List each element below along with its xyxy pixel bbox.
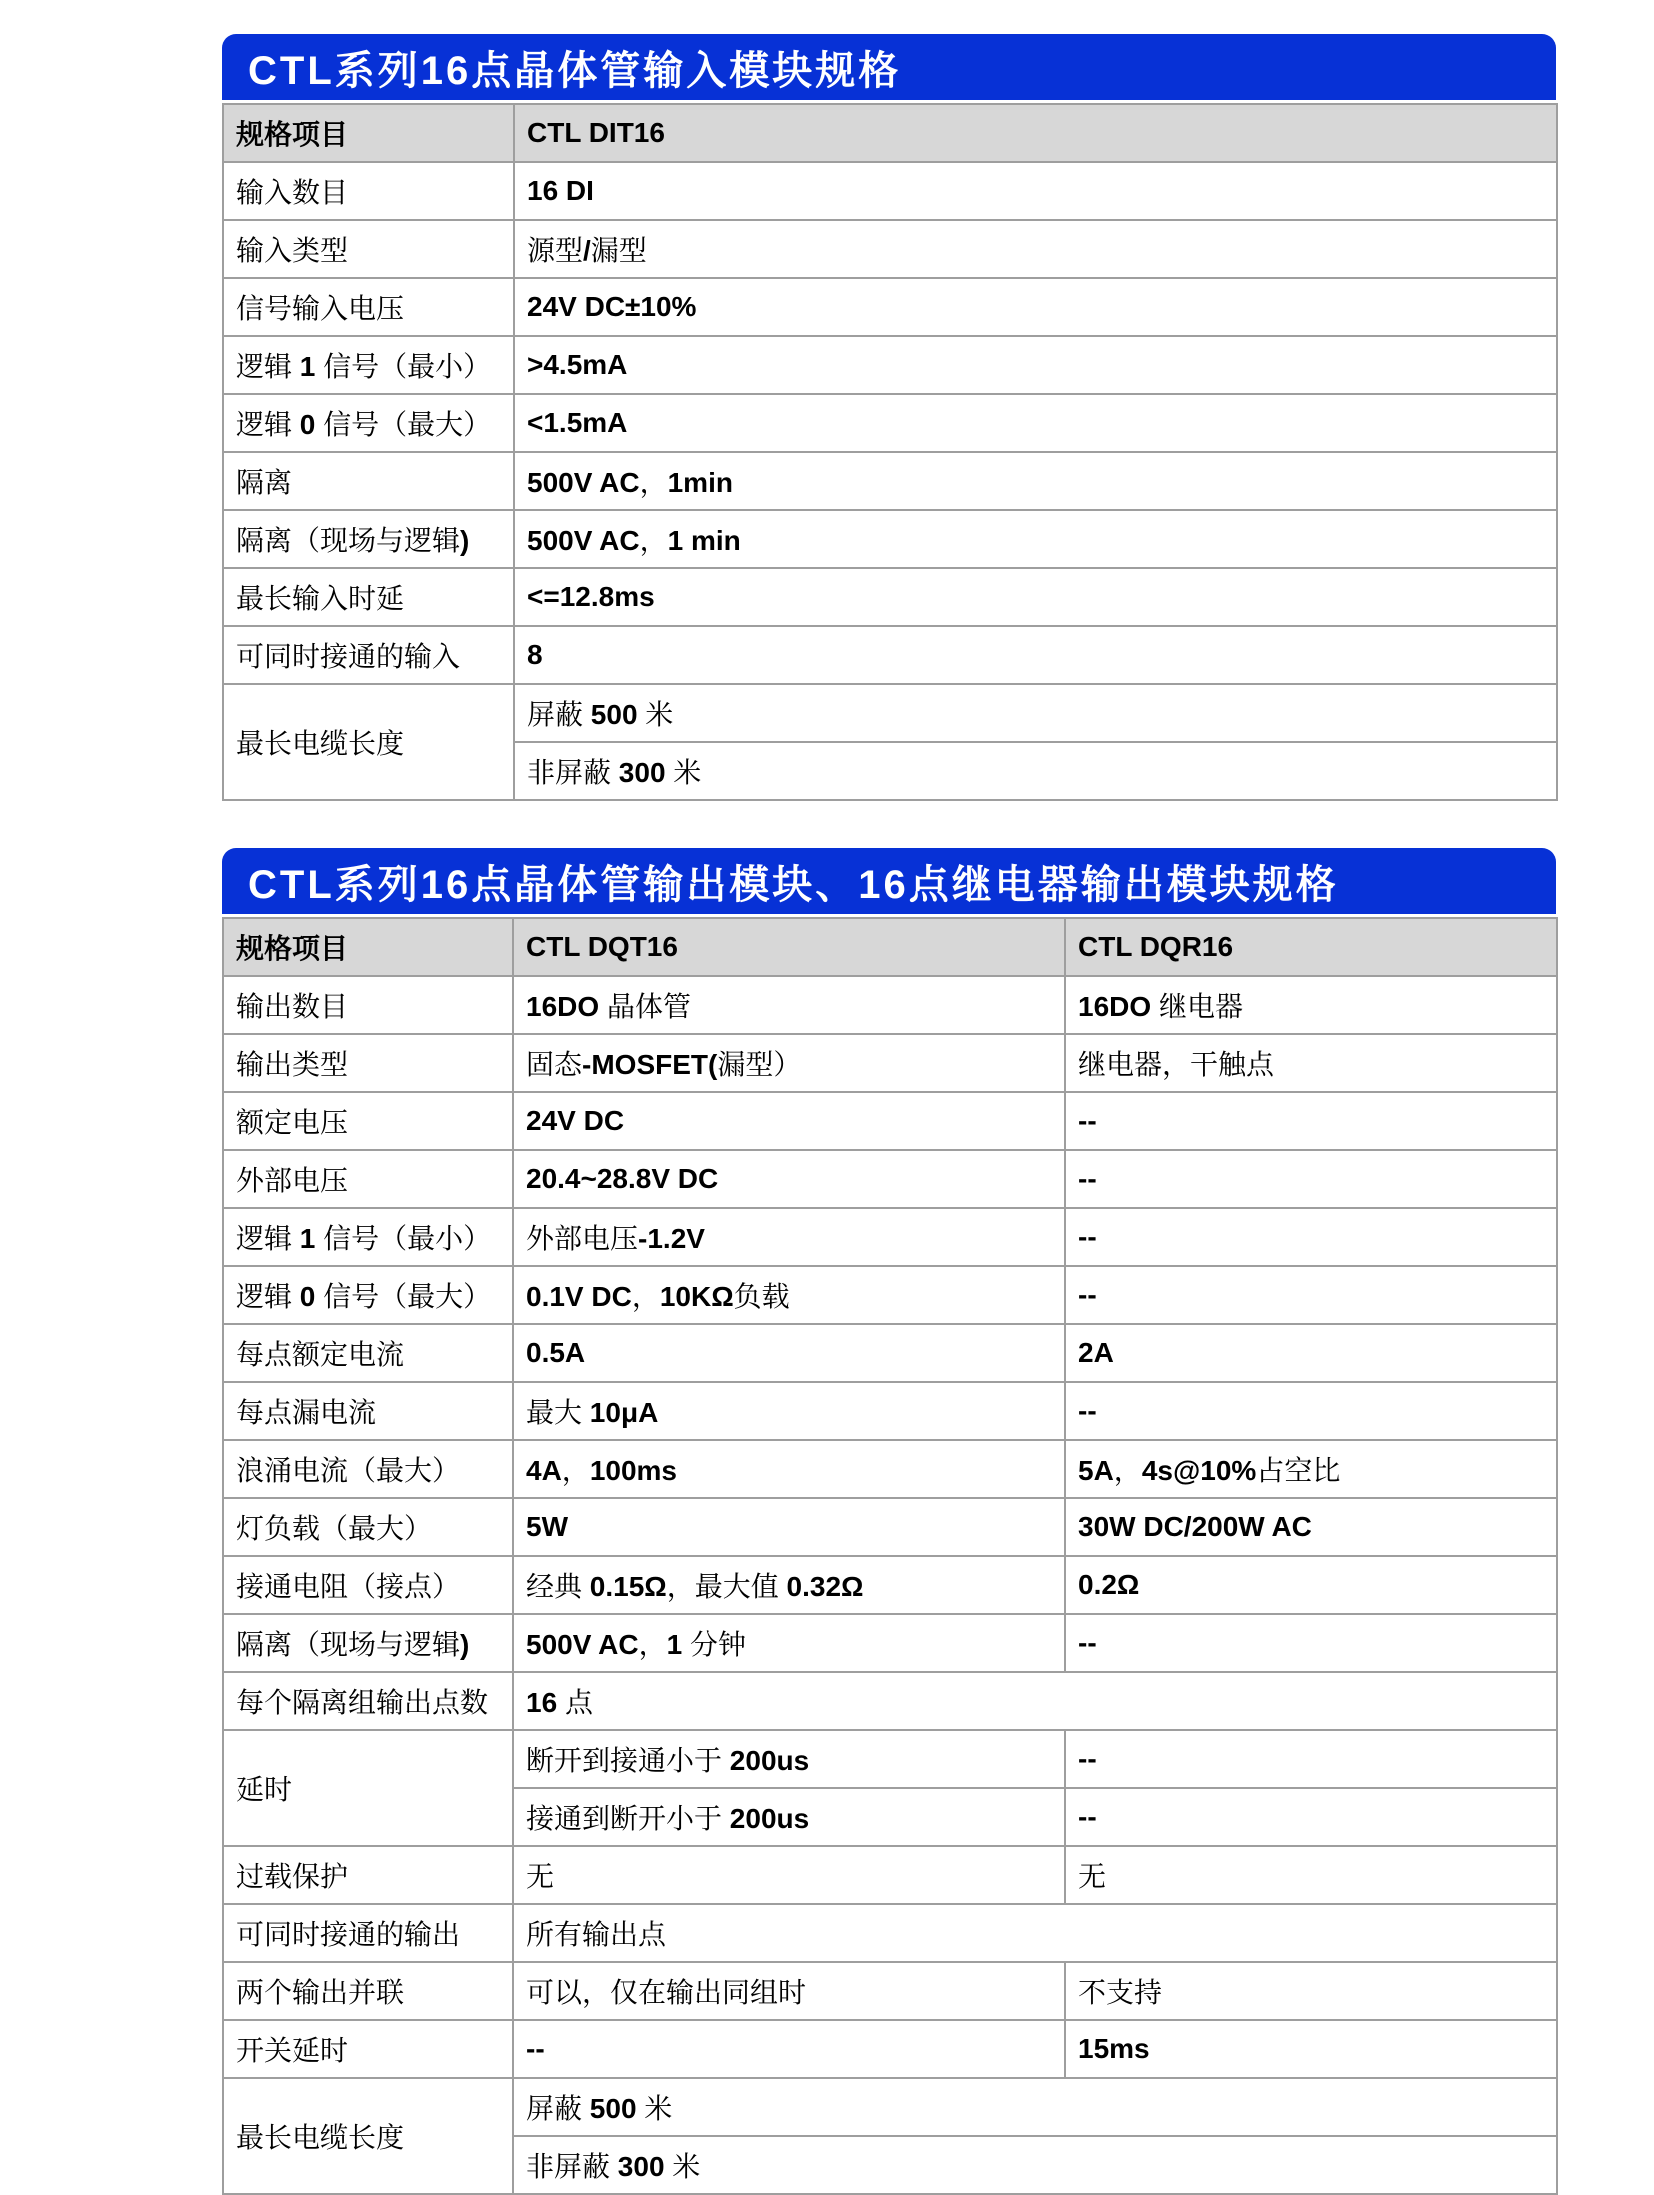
spec-label-cell: 可同时接通的输入 (223, 626, 514, 684)
spec-row-cable-length (223, 2078, 1557, 2136)
spec-value-cell-dqr: 15ms (1065, 2020, 1557, 2078)
spec-label-cell: 逻辑 0 信号（最大） (223, 1266, 513, 1324)
spec-value-cell-span: 所有输出点 (513, 1904, 1557, 1962)
table1-title: CTL系列16点晶体管输入模块规格 (248, 48, 902, 93)
spec-label-cell: 额定电压 (223, 1092, 513, 1150)
spec-row (223, 1324, 1557, 1382)
spec-value-cell-dqt: 断开到接通小于 200us (513, 1730, 1065, 1788)
spec-row (223, 1150, 1557, 1208)
spec-value-cell-dqr: -- (1065, 1788, 1557, 1846)
spec-row (223, 1092, 1557, 1150)
spec-value-cell: >4.5mA (514, 336, 1557, 394)
spec-label-cell: 隔离（现场与逻辑) (223, 1614, 513, 1672)
spec-row (223, 1962, 1557, 2020)
spec-row (223, 452, 1557, 510)
spec-label-cell: 可同时接通的输出 (223, 1904, 513, 1962)
spec-row (223, 626, 1557, 684)
spec-row (223, 1440, 1557, 1498)
spec-label-cell: 接通电阻（接点） (223, 1556, 513, 1614)
spec-label-cell: 开关延时 (223, 2020, 513, 2078)
spec-value-cell-dqr: 无 (1065, 1846, 1557, 1904)
spec-label-cell: 灯负载（最大） (223, 1498, 513, 1556)
spec-value-cell-dqt: 无 (513, 1846, 1065, 1904)
spec-row (223, 1034, 1557, 1092)
spec-label-cell: 输出类型 (223, 1034, 513, 1092)
spec-row (223, 1846, 1557, 1904)
spec-label-cell: 每个隔离组输出点数 (223, 1672, 513, 1730)
spec-row (223, 1556, 1557, 1614)
spec-row (223, 278, 1557, 336)
spec-value-cell-dqt: 经典 0.15Ω，最大值 0.32Ω (513, 1556, 1065, 1614)
spec-value-cell-span: 非屏蔽 300 米 (513, 2136, 1557, 2194)
spec-value-cell: 屏蔽 500 米 (514, 684, 1557, 742)
spec-label-cell: 输入数目 (223, 162, 514, 220)
spec-row (223, 2020, 1557, 2078)
spec-value-cell-dqt: 16DO 晶体管 (513, 976, 1065, 1034)
spec-value-cell-dqt: 20.4~28.8V DC (513, 1150, 1065, 1208)
spec-value-cell: 16 DI (514, 162, 1557, 220)
spec-label-cell: 两个输出并联 (223, 1962, 513, 2020)
spec-label-cell: 最长电缆长度 (223, 684, 514, 800)
output-module-spec-table (222, 917, 1558, 2195)
spec-row (223, 1614, 1557, 1672)
spec-value-cell-dqt: 接通到断开小于 200us (513, 1788, 1065, 1846)
spec-value-cell-dqr: -- (1065, 1266, 1557, 1324)
spec-value-cell-dqt: 500V AC，1 分钟 (513, 1614, 1065, 1672)
spec-label-cell: 最长电缆长度 (223, 2078, 513, 2194)
spec-value-cell: 源型/漏型 (514, 220, 1557, 278)
input-module-spec-section (222, 34, 1556, 801)
spec-value-cell-dqt: 5W (513, 1498, 1065, 1556)
spec-value-cell-dqr: -- (1065, 1614, 1557, 1672)
spec-value-cell-dqr: 2A (1065, 1324, 1557, 1382)
spec-value-cell-dqr: -- (1065, 1208, 1557, 1266)
table2-header-dqr16: CTL DQR16 (1065, 918, 1557, 976)
spec-row (223, 394, 1557, 452)
spec-value-cell-dqr: -- (1065, 1730, 1557, 1788)
spec-value-cell-dqr: 0.2Ω (1065, 1556, 1557, 1614)
spec-value-cell: 8 (514, 626, 1557, 684)
spec-value-cell-dqt: 外部电压-1.2V (513, 1208, 1065, 1266)
spec-value-cell-dqt: 0.1V DC，10KΩ负载 (513, 1266, 1065, 1324)
spec-row-delay (223, 1730, 1557, 1788)
spec-row (223, 1266, 1557, 1324)
spec-value-cell-dqr: 30W DC/200W AC (1065, 1498, 1557, 1556)
spec-value-cell-span: 屏蔽 500 米 (513, 2078, 1557, 2136)
spec-label-cell: 输入类型 (223, 220, 514, 278)
spec-value-cell-dqr: 16DO 继电器 (1065, 976, 1557, 1034)
spec-value-cell-dqt: 4A，100ms (513, 1440, 1065, 1498)
spec-value-cell-dqt: 最大 10μA (513, 1382, 1065, 1440)
spec-value-cell-dqr: -- (1065, 1092, 1557, 1150)
input-module-spec-table (222, 103, 1558, 801)
table2-header-dqt16: CTL DQT16 (513, 918, 1065, 976)
table2-title-bar (222, 848, 1556, 914)
spec-row (223, 568, 1557, 626)
spec-value-cell: 500V AC，1min (514, 452, 1557, 510)
spec-row-cable-length (223, 684, 1557, 742)
spec-row-isolation-group (223, 1672, 1557, 1730)
table2-header-item: 规格项目 (223, 918, 513, 976)
spec-value-cell-dqt: 可以，仅在输出同组时 (513, 1962, 1065, 2020)
table1-header-model: CTL DIT16 (514, 104, 1557, 162)
spec-label-cell: 隔离（现场与逻辑) (223, 510, 514, 568)
spec-value-cell: 非屏蔽 300 米 (514, 742, 1557, 800)
spec-row (223, 1208, 1557, 1266)
spec-label-cell: 每点额定电流 (223, 1324, 513, 1382)
spec-label-cell: 浪涌电流（最大） (223, 1440, 513, 1498)
spec-row (223, 976, 1557, 1034)
table1-header-item: 规格项目 (223, 104, 514, 162)
spec-value-cell: <=12.8ms (514, 568, 1557, 626)
spec-label-cell: 延时 (223, 1730, 513, 1846)
table2-header-row (223, 918, 1557, 976)
spec-label-cell: 每点漏电流 (223, 1382, 513, 1440)
spec-value-cell-dqr: 不支持 (1065, 1962, 1557, 2020)
spec-label-cell: 最长输入时延 (223, 568, 514, 626)
spec-value-cell: 24V DC±10% (514, 278, 1557, 336)
spec-label-cell: 逻辑 1 信号（最小） (223, 336, 514, 394)
spec-row (223, 220, 1557, 278)
spec-value-cell-dqr: -- (1065, 1150, 1557, 1208)
table2-title: CTL系列16点晶体管输出模块、16点继电器输出模块规格 (248, 862, 1339, 907)
spec-value-cell-dqt: 0.5A (513, 1324, 1065, 1382)
spec-value-cell-dqt: 24V DC (513, 1092, 1065, 1150)
spec-row (223, 510, 1557, 568)
spec-label-cell: 信号输入电压 (223, 278, 514, 336)
spec-value-cell: <1.5mA (514, 394, 1557, 452)
spec-value-cell-dqr: 5A，4s@10%占空比 (1065, 1440, 1557, 1498)
table1-title-bar (222, 34, 1556, 100)
output-module-spec-section (222, 848, 1556, 2195)
spec-row-simultaneous-outputs (223, 1904, 1557, 1962)
spec-value-cell-dqt: 固态-MOSFET(漏型） (513, 1034, 1065, 1092)
spec-value-cell-dqr: -- (1065, 1382, 1557, 1440)
spec-row (223, 1498, 1557, 1556)
spec-value-cell-dqt: -- (513, 2020, 1065, 2078)
spec-row (223, 162, 1557, 220)
spec-label-cell: 输出数目 (223, 976, 513, 1034)
spec-row (223, 1382, 1557, 1440)
spec-value-cell-span: 16 点 (513, 1672, 1557, 1730)
spec-value-cell-dqr: 继电器，干触点 (1065, 1034, 1557, 1092)
spec-value-cell: 500V AC，1 min (514, 510, 1557, 568)
spec-label-cell: 逻辑 1 信号（最小） (223, 1208, 513, 1266)
spec-label-cell: 隔离 (223, 452, 514, 510)
spec-label-cell: 过载保护 (223, 1846, 513, 1904)
spec-row (223, 336, 1557, 394)
spec-label-cell: 逻辑 0 信号（最大） (223, 394, 514, 452)
spec-label-cell: 外部电压 (223, 1150, 513, 1208)
table1-header-row (223, 104, 1557, 162)
